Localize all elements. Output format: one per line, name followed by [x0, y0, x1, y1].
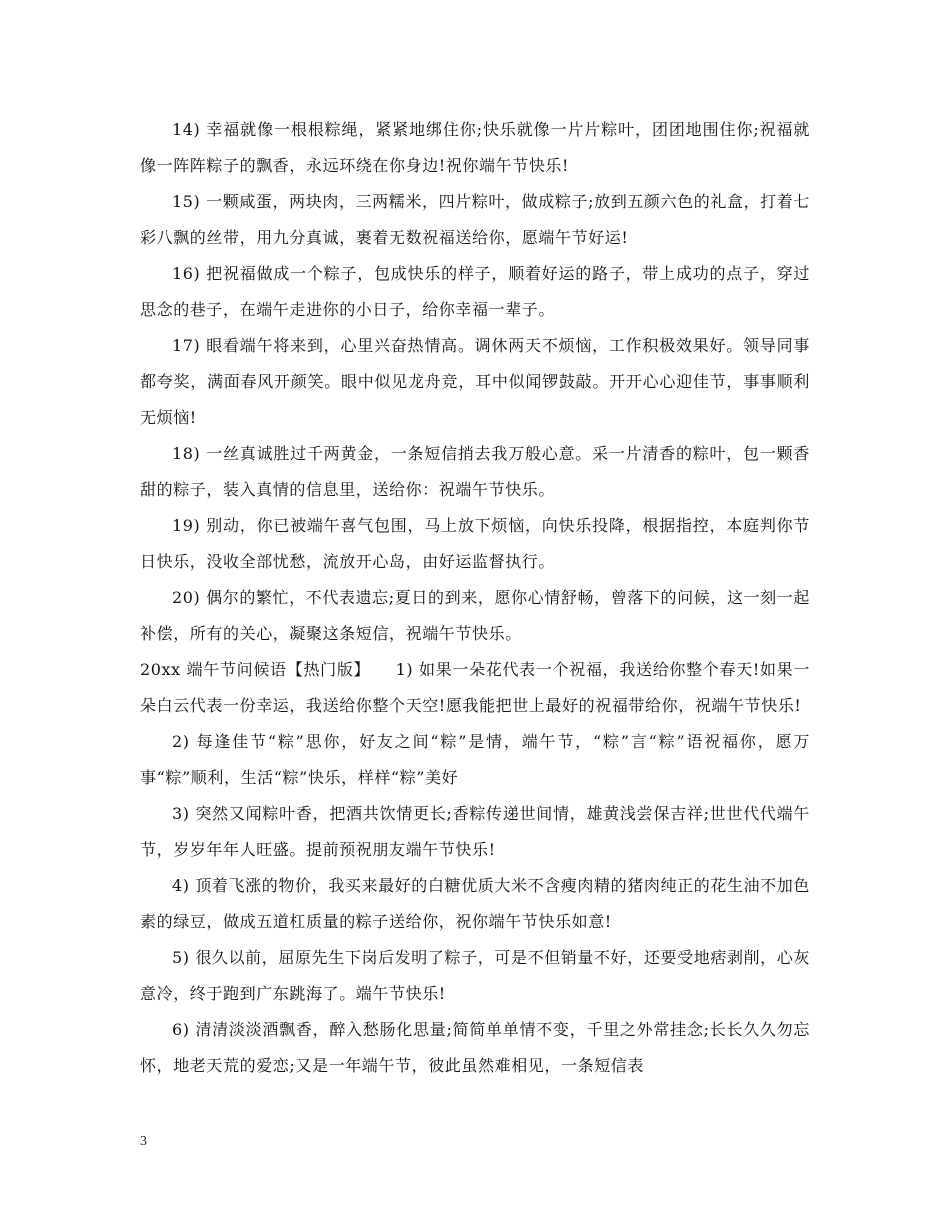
paragraph-4: 4) 顶着飞涨的物价，我买来最好的白糖优质大米不含瘦肉精的猪肉纯正的花生油不加色素的绿豆，做成五道杠质量的粽子送给你，祝你端午节快乐如意!	[140, 876, 810, 931]
paragraph-17: 17) 眼看端午将来到，心里兴奋热情高。调休两天不烦恼，工作积极效果好。领导同事都夸奖，满面春风开颜笑。眼中似见龙舟竞，耳中似闻锣鼓敲。开开心心迎佳节，事事顺利无烦恼!	[140, 336, 810, 427]
paragraph-20: 20) 偶尔的繁忙，不代表遗忘;夏日的到来，愿你心情舒畅，曾落下的问候，这一刻一起补偿，所有的关心，凝聚这条短信，祝端午节快乐。	[140, 588, 810, 643]
document-body	[140, 112, 810, 1084]
page-number: 3	[140, 1134, 147, 1149]
paragraph-2: 2) 每逢佳节“粽”思你，好友之间“粽”是情，端午节，“粽”言“粽”语祝福你，愿万事“粽”顺利，生活“粽”快乐，样样“粽”美好	[140, 732, 810, 787]
paragraph-18: 18) 一丝真诚胜过千两黄金，一条短信捎去我万般心意。采一片清香的粽叶，包一颗香甜的粽子，装入真情的信息里，送给你：祝端午节快乐。	[140, 444, 810, 499]
paragraph-14: 14) 幸福就像一根根粽绳，紧紧地绑住你;快乐就像一片片粽叶，团团地围住你;祝福就像一阵阵粽子的飘香，永远环绕在你身边!祝你端午节快乐!	[140, 120, 810, 175]
section-heading-paragraph: 20xx 端午节问候语【热门版】 1) 如果一朵花代表一个祝福，我送给你整个春天!如果一朵白云代表一份幸运，我送给你整个天空!愿我能把世上最好的祝福带给你，祝端午节快乐!	[140, 660, 810, 715]
paragraph-19: 19) 别动，你已被端午喜气包围，马上放下烦恼，向快乐投降，根据指控，本庭判你节日快乐，没收全部忧愁，流放开心岛，由好运监督执行。	[140, 516, 810, 571]
paragraph-3: 3) 突然又闻粽叶香，把酒共饮情更长;香粽传递世间情，雄黄浅尝保吉祥;世世代代端午节，岁岁年年人旺盛。提前预祝朋友端午节快乐!	[140, 804, 810, 859]
paragraph-16: 16) 把祝福做成一个粽子，包成快乐的样子，顺着好运的路子，带上成功的点子，穿过思念的巷子，在端午走进你的小日子，给你幸福一辈子。	[140, 264, 810, 319]
paragraph-15: 15) 一颗咸蛋，两块肉，三两糯米，四片粽叶，做成粽子;放到五颜六色的礼盒，打着七彩八飘的丝带，用九分真诚，裹着无数祝福送给你，愿端午节好运!	[140, 192, 810, 247]
paragraph-6: 6) 清清淡淡酒飘香，醉入愁肠化思量;简简单单情不变，千里之外常挂念;长长久久勿忘怀，地老天荒的爱恋;又是一年端午节，彼此虽然难相见，一条短信表	[140, 1020, 810, 1075]
paragraph-5: 5) 很久以前，屈原先生下岗后发明了粽子，可是不但销量不好，还要受地痞剥削，心灰意冷，终于跑到广东跳海了。端午节快乐!	[140, 948, 810, 1003]
